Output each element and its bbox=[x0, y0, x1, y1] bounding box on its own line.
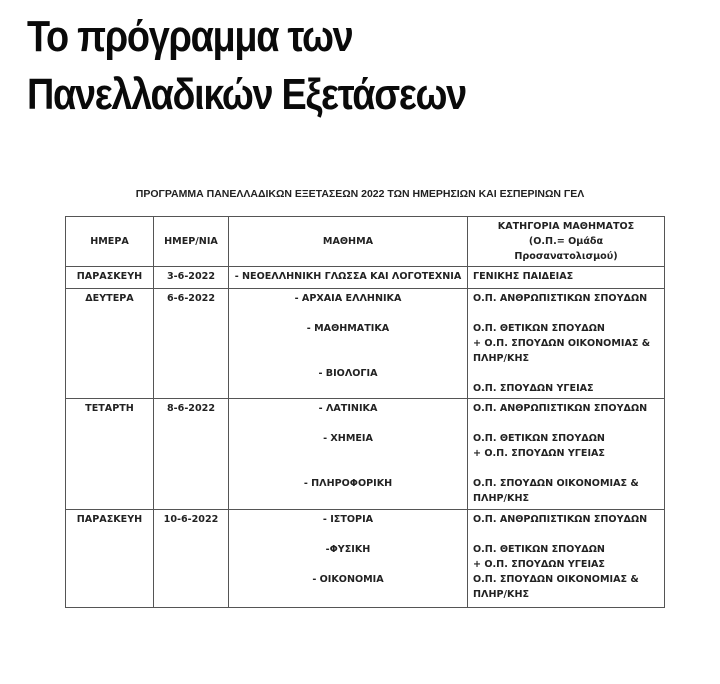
subject: -ΦΥΣΙΚΗ bbox=[325, 544, 371, 555]
cell-date: 6-6-2022 bbox=[154, 289, 229, 399]
header-category-line-3: Προσανατολισμού) bbox=[514, 251, 618, 262]
category: + Ο.Π. ΣΠΟΥΔΩΝ ΥΓΕΙΑΣ bbox=[473, 448, 605, 459]
exam-schedule-table bbox=[65, 216, 665, 608]
cell-categories bbox=[468, 289, 665, 399]
header-date: ΗΜΕΡ/ΝΙΑ bbox=[154, 217, 229, 267]
headline-line-1: Το πρόγραμμα των bbox=[27, 12, 353, 61]
cell-date: 3-6-2022 bbox=[154, 267, 229, 289]
cell-subjects bbox=[229, 510, 468, 608]
table-row bbox=[66, 289, 665, 399]
subject: - ΠΛΗΡΟΦΟΡΙΚΗ bbox=[303, 478, 393, 489]
category: + Ο.Π. ΣΠΟΥΔΩΝ ΟΙΚΟΝΟΜΙΑΣ & bbox=[473, 338, 651, 349]
subject: - ΟΙΚΟΝΟΜΙΑ bbox=[312, 574, 384, 585]
subject: - ΛΑΤΙΝΙΚΑ bbox=[318, 403, 378, 414]
header-subject: ΜΑΘΗΜΑ bbox=[229, 217, 468, 267]
category: + Ο.Π. ΣΠΟΥΔΩΝ ΥΓΕΙΑΣ bbox=[473, 559, 605, 570]
subject: - ΑΡΧΑΙΑ ΕΛΛΗΝΙΚΑ bbox=[294, 293, 402, 304]
category: ΠΛΗΡ/ΚΗΣ bbox=[473, 589, 530, 600]
cell-day: ΔΕΥΤΕΡΑ bbox=[66, 289, 154, 399]
category: ΠΛΗΡ/ΚΗΣ bbox=[473, 353, 530, 364]
category: Ο.Π. ΣΠΟΥΔΩΝ ΟΙΚΟΝΟΜΙΑΣ & bbox=[473, 478, 639, 489]
category: Ο.Π. ΣΠΟΥΔΩΝ ΟΙΚΟΝΟΜΙΑΣ & bbox=[473, 574, 639, 585]
headline-line-2: Πανελλαδικών Εξετάσεων bbox=[27, 70, 466, 119]
header-category-line-1: ΚΑΤΗΓΟΡΙΑ ΜΑΘΗΜΑΤΟΣ bbox=[497, 221, 635, 232]
category: Ο.Π. ΘΕΤΙΚΩΝ ΣΠΟΥΔΩΝ bbox=[473, 323, 605, 334]
headline bbox=[27, 8, 466, 124]
table-row bbox=[66, 510, 665, 608]
header-day: ΗΜΕΡΑ bbox=[66, 217, 154, 267]
category: Ο.Π. ΑΝΘΡΩΠΙΣΤΙΚΩΝ ΣΠΟΥΔΩΝ bbox=[473, 514, 648, 525]
subject: - ΧΗΜΕΙΑ bbox=[323, 433, 373, 444]
cell-subjects bbox=[229, 399, 468, 510]
cell-date: 8-6-2022 bbox=[154, 399, 229, 510]
header-category bbox=[468, 217, 665, 267]
cell-categories bbox=[468, 399, 665, 510]
category: ΠΛΗΡ/ΚΗΣ bbox=[473, 493, 530, 504]
cell-categories bbox=[468, 267, 665, 289]
subject: - ΜΑΘΗΜΑΤΙΚΑ bbox=[306, 323, 390, 334]
cell-day: ΠΑΡΑΣΚΕΥΗ bbox=[66, 510, 154, 608]
subject: - ΙΣΤΟΡΙΑ bbox=[322, 514, 374, 525]
cell-day: ΠΑΡΑΣΚΕΥΗ bbox=[66, 267, 154, 289]
category: ΓΕΝΙΚΗΣ ΠΑΙΔΕΙΑΣ bbox=[473, 271, 574, 282]
category: Ο.Π. ΑΝΘΡΩΠΙΣΤΙΚΩΝ ΣΠΟΥΔΩΝ bbox=[473, 403, 648, 414]
category: Ο.Π. ΘΕΤΙΚΩΝ ΣΠΟΥΔΩΝ bbox=[473, 433, 605, 444]
cell-categories bbox=[468, 510, 665, 608]
category: Ο.Π. ΘΕΤΙΚΩΝ ΣΠΟΥΔΩΝ bbox=[473, 544, 605, 555]
document-title: ΠΡΟΓΡΑΜΜΑ ΠΑΝΕΛΛΑΔΙΚΩΝ ΕΞΕΤΑΣΕΩΝ 2022 ΤΩΝ ΗΜΕΡΗΣΙΩΝ ΚΑΙ ΕΣΠΕΡΙΝΩΝ ΓΕΛ bbox=[135, 188, 585, 200]
cell-day: ΤΕΤΑΡΤΗ bbox=[66, 399, 154, 510]
table-row bbox=[66, 399, 665, 510]
subject: - ΝΕΟΕΛΛΗΝΙΚΗ ΓΛΩΣΣΑ ΚΑΙ ΛΟΓΟΤΕΧΝΙΑ bbox=[234, 271, 462, 282]
table-row bbox=[66, 267, 665, 289]
category: Ο.Π. ΣΠΟΥΔΩΝ ΥΓΕΙΑΣ bbox=[473, 383, 594, 394]
cell-subjects bbox=[229, 267, 468, 289]
cell-date: 10-6-2022 bbox=[154, 510, 229, 608]
subject: - ΒΙΟΛΟΓΙΑ bbox=[318, 368, 378, 379]
table-header-row bbox=[66, 217, 665, 267]
category: Ο.Π. ΑΝΘΡΩΠΙΣΤΙΚΩΝ ΣΠΟΥΔΩΝ bbox=[473, 293, 648, 304]
cell-subjects bbox=[229, 289, 468, 399]
header-category-line-2: (Ο.Π.= Ομάδα bbox=[528, 236, 604, 247]
